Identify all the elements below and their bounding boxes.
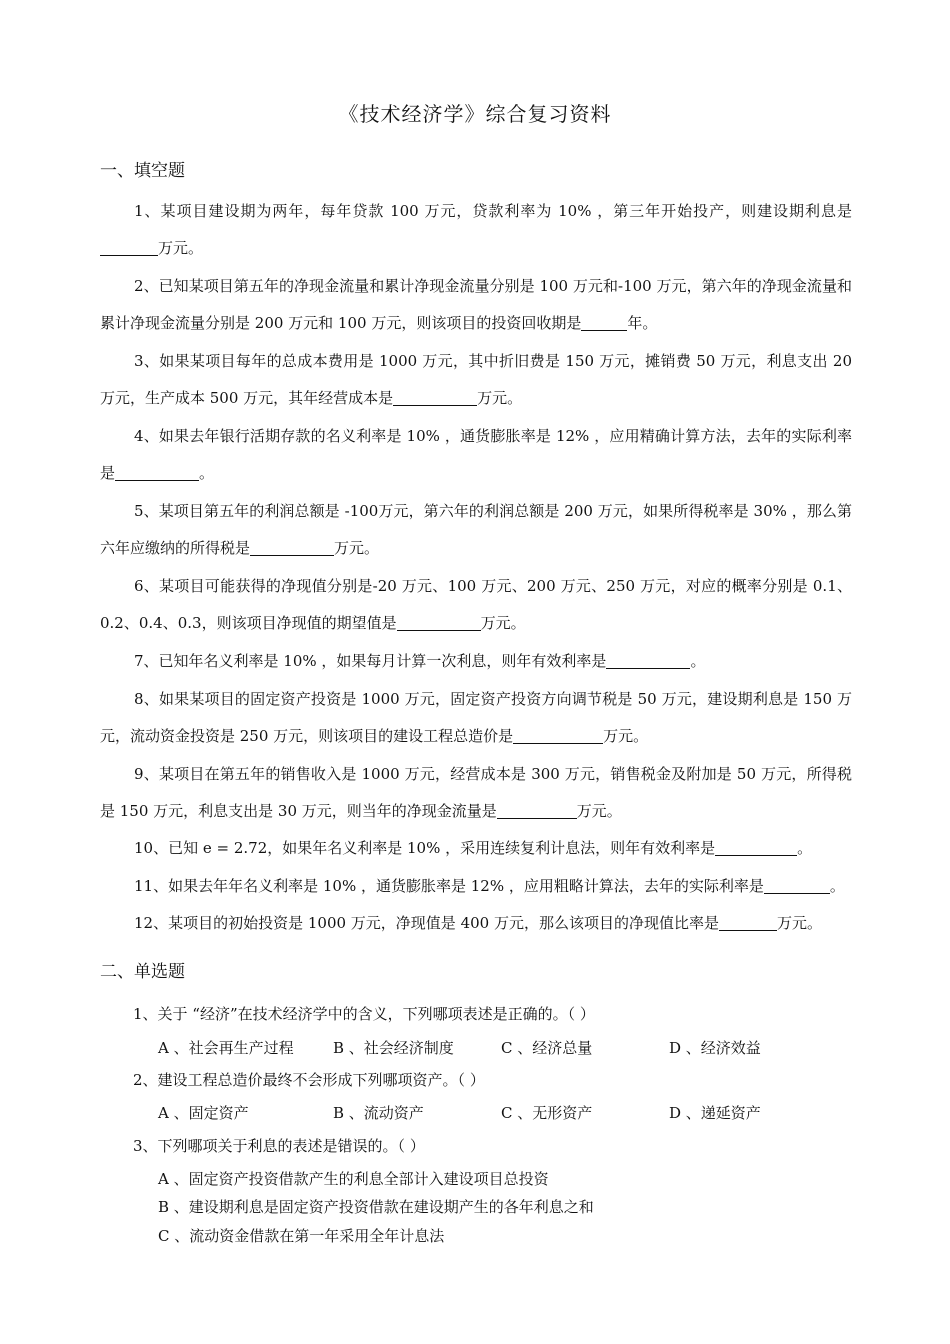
answer-blank bbox=[715, 840, 797, 856]
fill-question-7: 7、已知年名义利率是 10% ，如果每月计算一次利息，则年有效利率是 。 bbox=[134, 652, 706, 670]
fill-question-4: 4、如果去年银行活期存款的名义利率是 10% ，通货膨胀率是 12% ，应用精确计算方法，去年的实际利率是 。 bbox=[100, 427, 852, 482]
document-title: 《技术经济学》综合复习资料 bbox=[338, 102, 612, 126]
answer-blank bbox=[719, 915, 777, 931]
mc1-option-c: C 、经济总量 bbox=[501, 1039, 593, 1057]
fill-question-8: 8、如果某项目的固定资产投资是 1000 万元，固定资产投资方向调节税是 50 万元，建设期利息是 150 万元，流动资金投资是 250 万元，则该项目的建设工程总造价是 万元。 bbox=[100, 690, 852, 745]
mc2-option-d: D 、递延资产 bbox=[669, 1104, 761, 1122]
mc-question-1: 1、关于 “经济”在技术经济学中的含义，下列哪项表述是正确的。（ ） bbox=[133, 1005, 595, 1023]
mc1-option-b: B 、社会经济制度 bbox=[333, 1039, 454, 1057]
mc-question-3: 3、下列哪项关于利息的表述是错误的。（ ） bbox=[133, 1137, 425, 1155]
answer-blank bbox=[397, 615, 481, 631]
fill-question-3: 3、如果某项目每年的总成本费用是 1000 万元，其中折旧费是 150 万元，摊销费 50 万元，利息支出 20 万元，生产成本 500 万元，其年经营成本是 万元。 bbox=[100, 352, 852, 407]
mc1-option-a: A 、社会再生产过程 bbox=[158, 1039, 294, 1057]
mc2-option-c: C 、无形资产 bbox=[501, 1104, 593, 1122]
answer-blank bbox=[250, 540, 334, 556]
mc3-option-b: B 、建设期利息是固定资产投资借款在建设期产生的各年利息之和 bbox=[158, 1198, 594, 1216]
answer-blank bbox=[100, 240, 158, 256]
fill-question-10: 10、已知 e = 2.72，如果年名义利率是 10% ，采用连续复利计息法，则年有效利率是 。 bbox=[134, 839, 813, 857]
fill-question-11: 11、如果去年年名义利率是 10% ，通货膨胀率是 12% ，应用粗略计算法，去年的实际利率是 。 bbox=[134, 877, 845, 895]
section-heading-single-choice: 二、单选题 bbox=[100, 962, 185, 982]
mc3-option-c: C 、流动资金借款在第一年采用全年计息法 bbox=[158, 1227, 445, 1245]
fill-question-5: 5、某项目第五年的利润总额是 -100万元，第六年的利润总额是 200 万元，如果所得税率是 30% ，那么第六年应缴纳的所得税是 万元。 bbox=[100, 502, 852, 557]
mc1-option-d: D 、经济效益 bbox=[669, 1039, 761, 1057]
answer-blank bbox=[115, 465, 199, 481]
fill-question-1: 1、某项目建设期为两年，每年贷款 100 万元，贷款利率为 10% ，第三年开始投产，则建设期利息是万元。 bbox=[100, 193, 852, 267]
answer-blank bbox=[497, 803, 577, 819]
answer-blank bbox=[606, 653, 690, 669]
answer-blank bbox=[513, 728, 603, 744]
answer-blank bbox=[764, 878, 830, 894]
fill-question-9: 9、某项目在第五年的销售收入是 1000 万元，经营成本是 300 万元，销售税金及附加是 50 万元，所得税是 150 万元，利息支出是 30 万元，则当年的净现金流量是 万元。 bbox=[100, 765, 852, 820]
section-heading-fill-in: 一、填空题 bbox=[100, 161, 185, 181]
fill-question-2: 2、已知某项目第五年的净现金流量和累计净现金流量分别是 100 万元和-100 万元，第六年的净现金流量和累计净现金流量分别是 200 万元和 100 万元，则该项目的投资回收期是 年。 bbox=[100, 277, 852, 332]
mc2-option-b: B 、流动资产 bbox=[333, 1104, 424, 1122]
fill-question-12: 12、某项目的初始投资是 1000 万元，净现值是 400 万元，那么该项目的净现值比率是 万元。 bbox=[134, 914, 822, 932]
mc3-option-a: A 、固定资产投资借款产生的利息全部计入建设项目总投资 bbox=[158, 1170, 549, 1188]
fill-question-6: 6、某项目可能获得的净现值分别是-20 万元、100 万元、200 万元、250 万元，对应的概率分别是 0.1、0.2、0.4、0.3，则该项目净现值的期望值是 万元。 bbox=[100, 577, 852, 632]
mc-question-2: 2、建设工程总造价最终不会形成下列哪项资产。（ ） bbox=[133, 1071, 485, 1089]
answer-blank bbox=[393, 390, 477, 406]
answer-blank bbox=[581, 315, 627, 331]
mc2-option-a: A 、固定资产 bbox=[158, 1104, 249, 1122]
